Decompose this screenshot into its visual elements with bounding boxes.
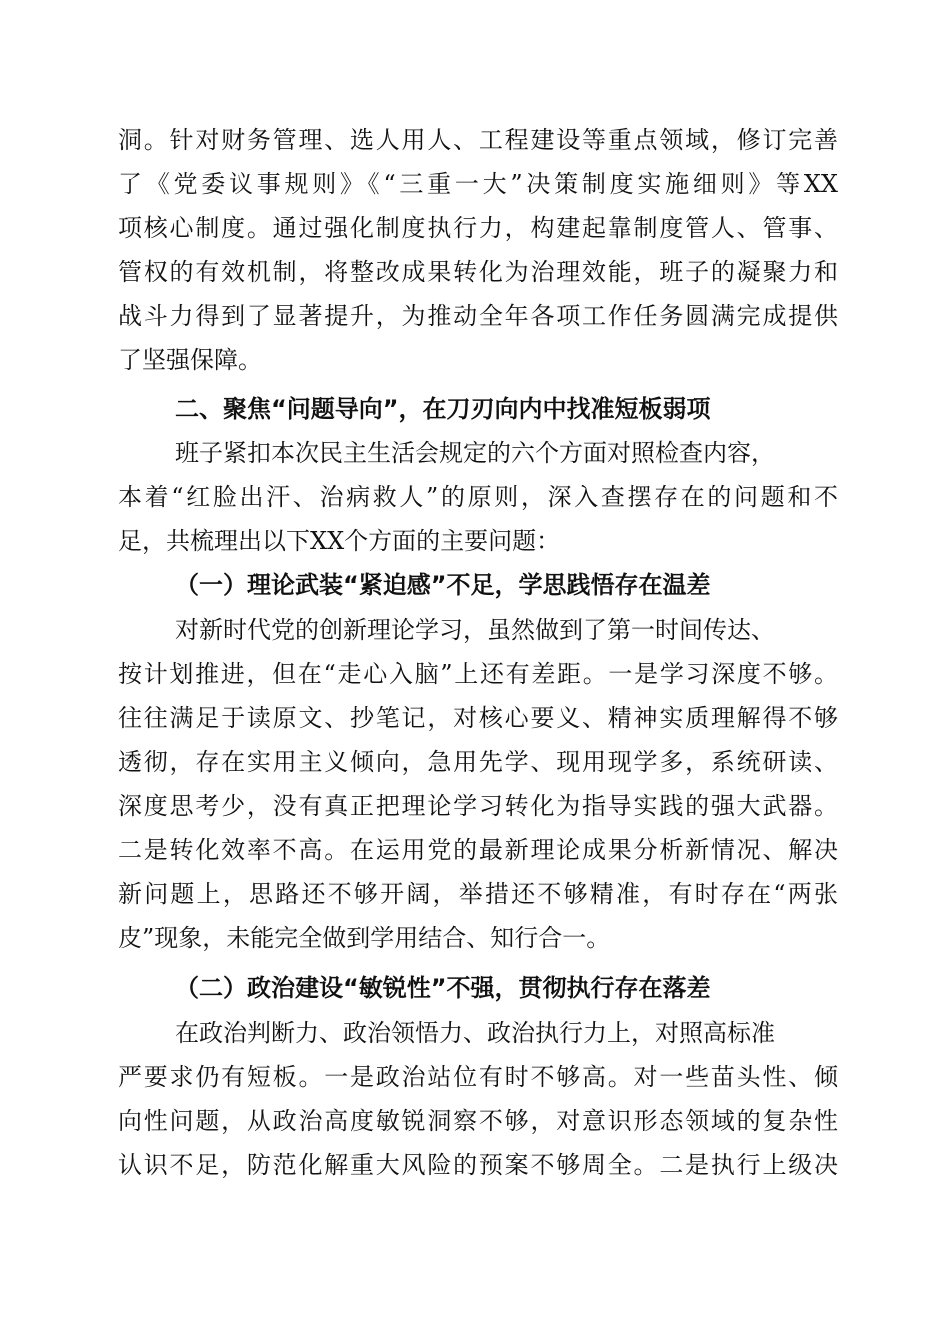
text-line: 项核心制度。通过强化制度执行力，构建起靠制度管人、管事、: [118, 214, 838, 242]
heading-text: （一）理论武装“紧迫感”不足，学思践悟存在温差: [175, 571, 711, 599]
subsection-heading-2: [118, 966, 838, 1010]
text-line: 皮”现象，未能完全做到学用结合、知行合一。: [118, 924, 611, 952]
text-line: 本着“红脸出汗、治病救人”的原则，深入查摆存在的问题和不: [118, 483, 838, 511]
text-line: 战斗力得到了显著提升，为推动全年各项工作任务圆满完成提供: [118, 302, 838, 330]
text-line: 班子紧扣本次民主生活会规定的六个方面对照检查内容，: [175, 439, 775, 467]
paragraph-2: [118, 431, 838, 563]
text-line: 洞。针对财务管理、选人用人、工程建设等重点领域，修订完善: [118, 126, 838, 154]
text-line: 向性问题，从政治高度敏锐洞察不够，对意识形态领域的复杂性: [118, 1107, 838, 1135]
text-line: 深度思考少，没有真正把理论学习转化为指导实践的强大武器。: [118, 792, 838, 820]
section-heading: [118, 387, 838, 431]
text-line: 二是转化效率不高。在运用党的最新理论成果分析新情况、解决: [118, 836, 838, 864]
text-line: 认识不足，防范化解重大风险的预案不够周全。二是执行上级决: [118, 1151, 838, 1179]
text-line: 严要求仍有短板。一是政治站位有时不够高。对一些苗头性、倾: [118, 1063, 838, 1091]
text-line: 了《党委议事规则》《“三重一大”决策制度实施细则》等XX: [118, 170, 838, 198]
text-line: 足，共梳理出以下XX个方面的主要问题：: [118, 527, 561, 555]
text-line: 管权的有效机制，将整改成果转化为治理效能，班子的凝聚力和: [118, 258, 838, 286]
heading-text: （二）政治建设“敏锐性”不强，贯彻执行存在落差: [175, 974, 711, 1002]
subsection-heading-1: [118, 563, 838, 607]
text-line: 按计划推进，但在“走心入脑”上还有差距。一是学习深度不够。: [118, 660, 838, 688]
text-line: 在政治判断力、政治领悟力、政治执行力上，对照高标准: [175, 1019, 775, 1047]
paragraph-4: [118, 1011, 838, 1187]
text-line: 透彻，存在实用主义倾向，急用先学、现用现学多，系统研读、: [118, 748, 838, 776]
text-line: 往往满足于读原文、抄笔记，对核心要义、精神实质理解得不够: [118, 704, 838, 732]
text-line: 了坚强保障。: [118, 346, 262, 374]
heading-text: 二、聚焦“问题导向”，在刀刃向内中找准短板弱项: [175, 395, 711, 423]
text-line: 新问题上，思路还不够开阔，举措还不够精准，有时存在“两张: [118, 880, 838, 908]
paragraph-1: [118, 118, 838, 382]
text-line: 对新时代党的创新理论学习，虽然做到了第一时间传达、: [175, 616, 775, 644]
paragraph-3: [118, 608, 838, 960]
